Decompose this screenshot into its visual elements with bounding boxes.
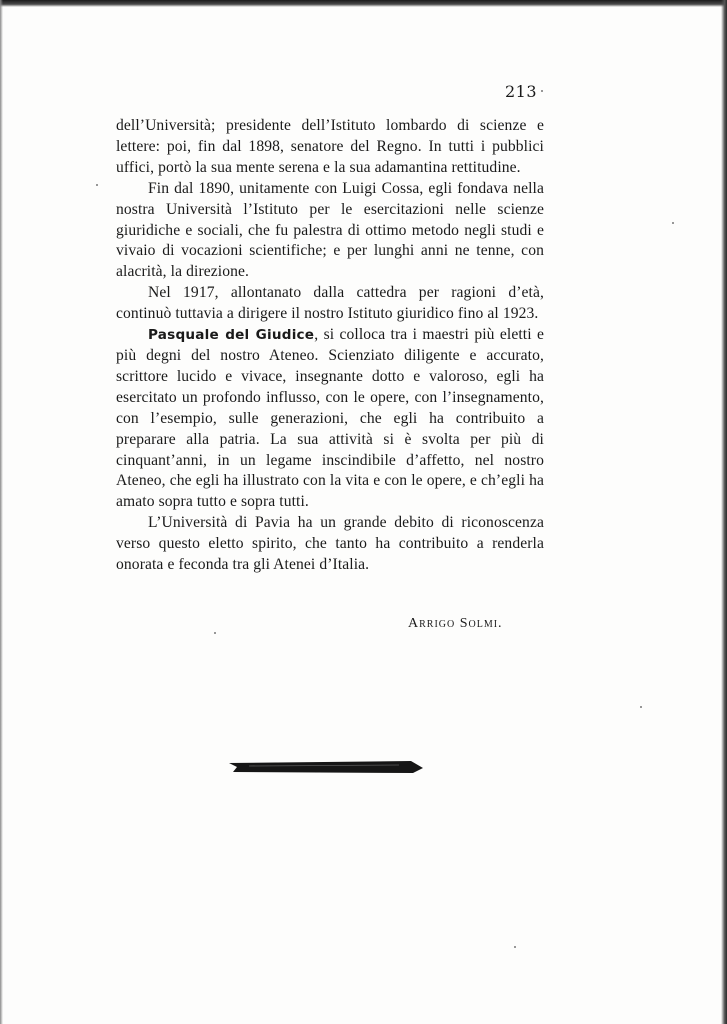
paragraph-4 bbox=[116, 325, 544, 513]
scan-speck bbox=[640, 706, 642, 708]
scan-edge-left bbox=[0, 0, 3, 1024]
scan-speck bbox=[514, 946, 516, 948]
author-signature: Arrigo Solmi. bbox=[408, 616, 503, 631]
scan-edge-right bbox=[721, 0, 727, 1024]
scan-edge-top bbox=[0, 0, 727, 7]
paragraph-2: Fin dal 1890, unitamente con Luigi Cossa, egli fondava nella nostra Università l’Istituto per le esercitazioni nelle scienze giuridiche e sociali, che fu palestra di ottimo metodo negli studi e vivaio di vocazioni scientifiche; e per lunghi anni ne tenne, con alacrità, la direzione. bbox=[116, 179, 544, 281]
person-name: Pasquale del Giudice bbox=[148, 327, 315, 344]
paragraph-4-text: , si colloca tra i maestri più eletti e più degni del nostro Ateneo. Scienziato diligente e accurato, scrittore lucido e vivace, insegnante dotto e valoroso, egli ha esercitato un profondo influsso, con le opere, con l’insegnamento, con l’esempio, sulle generazioni, che egli ha contribuito a preparare alla patria. La sua attività si è svolta per più di cinquant’anni, in un legame inscindibile d’affetto, nel nostro Ateneo, che egli ha illustrato con la vita e con le opere, e ch’egli ha amato sopra tutto e sopra tutti. bbox=[116, 326, 545, 511]
paragraph-1: dell’Università; presidente dell’Istituto lombardo di scienze e lettere: poi, fin dal 1898, senatore del Regno. In tutti i pubblici uffici, portò la sua mente serena e la sua adamantina rettitudine. bbox=[116, 117, 544, 176]
paragraph-5: L’Università di Pavia ha un grande debito di riconoscenza verso questo eletto spirito, che tanto ha contribuito a renderla onorata e feconda tra gli Atenei d’Italia. bbox=[116, 514, 544, 574]
scan-speck bbox=[96, 184, 98, 186]
paragraph-3: Nel 1917, allontanato dalla cattedra per ragioni d’età, continuò tuttavia a dirigere il nostro Istituto giuridico fino al 1923. bbox=[116, 284, 544, 323]
page-number: 213 bbox=[505, 82, 538, 101]
closing-rule-ornament bbox=[229, 760, 423, 774]
scan-speck bbox=[672, 222, 674, 224]
scan-speck bbox=[214, 632, 216, 634]
scan-speck bbox=[541, 90, 543, 92]
body-text bbox=[116, 116, 544, 576]
